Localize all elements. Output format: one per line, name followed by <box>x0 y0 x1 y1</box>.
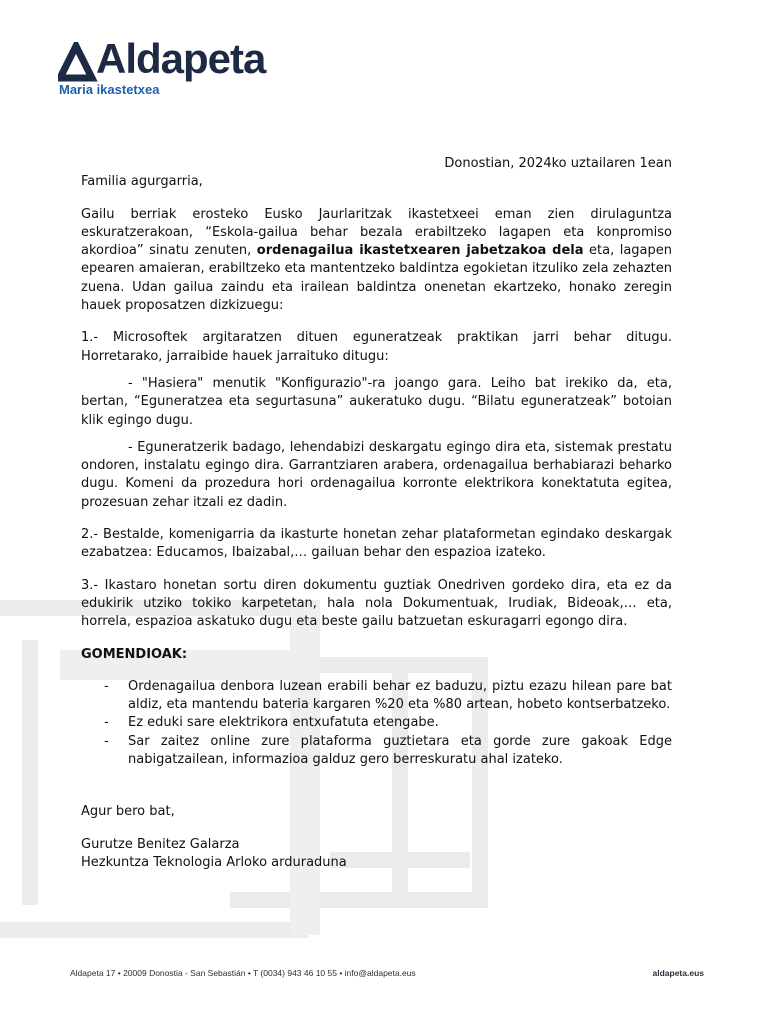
intro-text-end: eta, lagapen epearen amaieran, erabiltzeko eta mantentzeko baldintza egokietan itzuliko zela zehazten zuena. Udan gailua zaindu eta irailean baldintza onenetan ekartzeko, honako zeregin hauek proposatzen dizkizuegu: <box>81 243 672 314</box>
intro-bold-text: ordenagailua ikastetxearen jabetzakoa dela <box>256 243 584 259</box>
footer-address: Aldapeta 17 • 20009 Donostia - San Sebastián • T (0034) 943 46 10 55 • info@aldapeta.eus <box>70 968 416 978</box>
list-dash: - <box>104 733 109 749</box>
logo-triangle-icon <box>58 42 98 82</box>
step-2: - Eguneratzerik badago, lehendabizi deskargatu egingo dira eta, sistemak prestatu ondoren, instalatu egingo dira. Garrantziaren arabera, ordenagailua berhabiarazi beharko dugu. Komeni da prozedura hori ordenagailua korronte elektrikora konektatuta egitea, prozesuan zehar itzali ez dadin. <box>81 439 672 510</box>
recommendation-item <box>81 714 672 732</box>
recommendation-text: Sar zaitez online zure plataforma guztietara eta gorde zure gakoak Edge nabigatzailean, informazioa galduz gero berreskuratu ahal izateko. <box>128 733 672 768</box>
point-2: 2.- Bestalde, komenigarria da ikasturte honetan zehar plataformetan egindako deskargak ezabatzea: Educamos, Ibaizabal,… gailuan behar den espazioa izateko. <box>81 527 672 561</box>
closing-line: Agur bero bat, <box>81 804 175 820</box>
intro-text-start: Gailu berriak erosteko Eusko Jaurlaritzak ikastetxeei eman zien dirulaguntza eskuratzerakoan, “Eskola-gailua behar bezala erabiltzeko lagapen eta konpromiso akordioa” sinatu zenuten, <box>81 206 672 259</box>
intro-paragraph <box>81 206 672 316</box>
signer-role: Hezkuntza Teknologia Arloko arduraduna <box>81 854 347 870</box>
letter-greeting: Familia agurgarria, <box>81 174 203 190</box>
letter-date: Donostian, 2024ko uztailaren 1ean <box>444 156 672 171</box>
recommendation-item <box>81 678 672 715</box>
recommendations-heading: GOMENDIOAK: <box>81 646 188 662</box>
point-1: 1.- Microsoftek argitaratzen dituen eguneratzeak praktikan jarri behar ditugu. Horretarako, jarraibide hauek jarraituko ditugu: <box>81 330 672 364</box>
recommendations-list <box>81 678 672 769</box>
recommendation-item <box>81 733 672 770</box>
step-1: - "Hasiera" menutik "Konfigurazio"-ra joango gara. Leiho bat irekiko da, eta, bertan, “Eguneratzea eta segurtasuna” aukeratuko dugu. “Bilatu eguneratzeak” botoian klik egingo dugu. <box>81 375 672 428</box>
letter-body <box>81 155 672 872</box>
recommendation-text: Ordenagailua denbora luzean erabili behar ez baduzu, piztu ezazu hilean pare bat aldiz, eta mantendu bateria kargaren %20 eta %80 artean, hobeto kontserbatzeko. <box>128 678 672 713</box>
list-dash: - <box>104 715 109 731</box>
list-dash: - <box>104 678 109 694</box>
recommendation-text: Ez eduki sare elektrikora entxufatuta etengabe. <box>128 715 439 731</box>
point-3: 3.- Ikastaro honetan sortu diren dokumentu guztiak Onedriven gordeko dira, eta ez da edukirik utziko tokiko karpetetan, hala nola Dokumentuak, Irudiak, Bideoak,… eta, horrela, espazioa askatuko dugu eta beste gailu batzuetan eskuragarri egongo dira. <box>81 577 672 630</box>
brand-subtitle: Maria ikastetxea <box>59 82 160 97</box>
brand-name: Aldapeta <box>96 35 266 82</box>
signer-name: Gurutze Benitez Galarza <box>81 836 240 852</box>
footer-website-link[interactable]: aldapeta.eus <box>652 968 704 978</box>
